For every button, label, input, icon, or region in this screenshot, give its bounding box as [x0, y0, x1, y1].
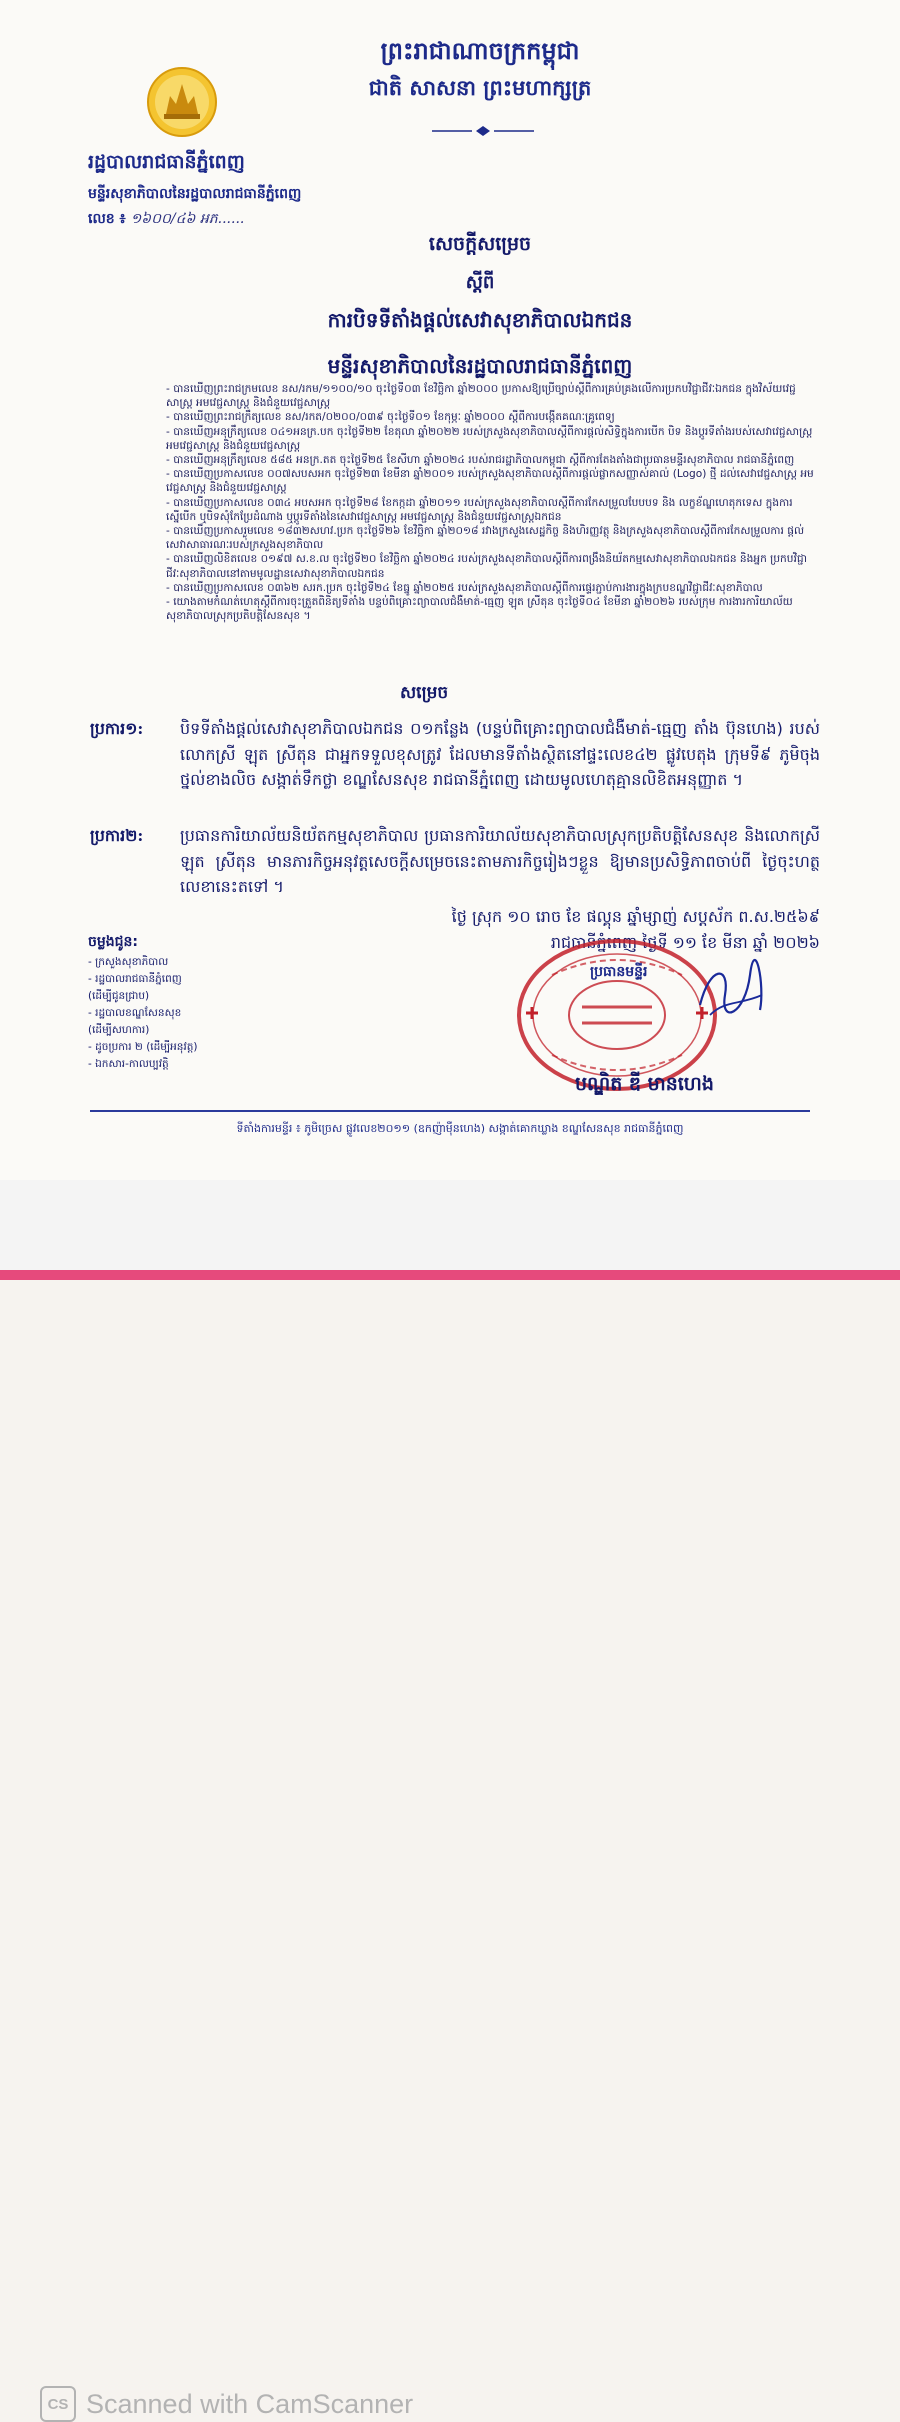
article-2-text: ប្រធានការិយាល័យនិយ័តកម្មសុខាភិបាល ប្រធានការិយាល័យសុខាភិបាលស្រុកប្រតិបត្តិសែនសុខ និងលោកស្រី ឡុត ស្រីតុន មានភារកិច្ចអនុវត្តសេចក្តីសម្រេចនេះតាមភារកិច្ចរៀងៗខ្លួន ឱ្យមានប្រសិទ្ធិភាពចាប់ពី ថ្ងៃចុះហត្ថលេខានេះតទៅ ។	[180, 826, 820, 897]
copy-to-item: - ក្រសួងសុខាភិបាល	[88, 956, 169, 968]
footer-divider	[90, 1110, 810, 1112]
legal-references	[166, 382, 816, 623]
reference-item: - បានឃើញប្រកាសលេខ ០៣៤ អបសអក ចុះថ្ងៃទី២៨ ខែកក្កដា ឆ្នាំ២០១១ របស់ក្រសួងសុខាភិបាលស្តីពីការកែសម្រួលបែបបទ និង លក្ខខ័ណ្ឌហេតុកទេស ក្នុងការស្នើបើក ឬបិទសុំកែប្រែដំណាង ឬប្តូរទីតាំងនៃសេវាវេជ្ជសាស្ត្រ អមវេជ្ជសាស្ត្រ និងជំនួយវេជ្ជសាស្ត្រឯកជន	[166, 496, 793, 523]
copy-to-item: - រដ្ឋបាលខណ្ឌសែនសុខ	[88, 1007, 182, 1019]
copy-to-item: (ដើម្បីជូនជ្រាប)	[88, 990, 150, 1002]
signer-name: បណ្ឌិត ឌី មានហេង	[575, 1073, 714, 1095]
scanner-footer	[0, 1180, 900, 2419]
reference-item: - បានឃើញព្រះរាជក្រឹត្យលេខ នស/រកត/០២០០/០៣៩ ចុះថ្ងៃទី០១ ខែកុម្ភៈ ឆ្នាំ២០០០ ស្តីពីការបង្កើតគណៈគ្រូពេទ្យ	[166, 411, 615, 424]
document-titles	[180, 232, 780, 383]
reference-label: លេខ ៖	[88, 211, 126, 227]
copy-to-item: (ដើម្បីសហការ)	[88, 1024, 150, 1036]
article-1	[90, 716, 820, 793]
decision-heading: សម្រេច	[400, 683, 449, 703]
copy-to-item: - រដ្ឋបាលរាជធានីភ្នំពេញ	[88, 973, 182, 985]
camscanner-text: Scanned with CamScanner	[86, 2388, 414, 2419]
office-address: ទីតាំងការមន្ទីរ ៖ ភូមិច្រេស ផ្លូវលេខ២០១១ (ឧកញ៉ាម៉ឺនហេង) សង្កាត់គោកឃ្លាង ខណ្ឌសែនសុខ រាជធានីភ្នំពេញ	[236, 1122, 684, 1135]
reference-item: - បានឃើញព្រះរាជក្រមលេខ នស/រកម/១១០០/១០ ចុះថ្ងៃទី០៣ ខែវិច្ឆិកា ឆ្នាំ២០០០ ប្រកាសឱ្យប្រើច្បាប់ស្តីពីការគ្រប់គ្រងលើការប្រកបវិជ្ជាជីវៈឯកជន ក្នុងវិស័យវេជ្ជសាស្ត្រ អមវេជ្ជសាស្ត្រ និងជំនួយវេជ្ជសាស្ត្រ	[166, 383, 796, 410]
reference-item: - បានឃើញប្រកាសលេខ ០០៧សបសអក ចុះថ្ងៃទី២៣ ខែមីនា ឆ្នាំ២០០១ របស់ក្រសួងសុខាភិបាលស្តីពីការផ្តល់ផ្លាកសញ្ញាស់គាល់ (Logo) ថ្មី ដល់សេវាវេជ្ជសាស្ត្រ អមវេជ្ជសាស្ត្រ និងជំនួយវេជ្ជសាស្ត្រ	[166, 468, 814, 495]
reference-item: - យោងតាមកំណត់ហេតុស្តីពីការចុះត្រួតពិនិត្យទីតាំង បន្ទប់ពិគ្រោះព្យាបាលជំងឺមាត់-ធ្មេញ ឡុត ស្រីតុន ចុះថ្ងៃទី០៤ ខែមីនា ឆ្នាំ២០២៦ របស់ក្រុម ការងារការិយាល័យសុខាភិបាលស្រុកប្រតិបត្តិសែនសុខ ។	[166, 596, 793, 623]
reference-number	[88, 209, 301, 230]
handwritten-signature	[690, 955, 770, 1025]
issuer-block	[88, 150, 301, 230]
article-2	[90, 823, 820, 900]
article-2-label: ប្រការ២:	[90, 826, 144, 845]
solar-date: រាជធានីភ្នំពេញ ថ្ងៃទី ១១ ខែ មីនា ឆ្នាំ ២០២៦	[550, 933, 820, 952]
copy-to-item: - ឯកសារ-កាលប្បវត្តិ	[88, 1058, 169, 1070]
reference-value: ១៦០០/៤៦ អភ......	[130, 211, 245, 227]
kingdom-title: ព្រះរាជាណាចក្រកម្ពុជា	[380, 36, 580, 65]
page-edge	[0, 1270, 900, 1280]
copy-to-block	[88, 932, 198, 1072]
article-1-text: បិទទីតាំងផ្តល់សេវាសុខាភិបាលឯកជន ០១កន្លែង (បន្ទប់ពិគ្រោះព្យាបាលជំងឺមាត់-ធ្មេញ តាំង ប៊ុនហេង) របស់លោកស្រី ឡុត ស្រីតុន ជាអ្នកទទួលខុសត្រូវ ដែលមានទីតាំងស្ថិតនៅផ្ទះលេខ៤២ ផ្លូវបេតុង ក្រុមទី៩ ភូមិចុងថ្នល់ខាងលិច សង្កាត់ទឹកថ្លា ខណ្ឌសែនសុខ រាជធានីភ្នំពេញ ដោយមូលហេតុគ្មានលិខិតអនុញ្ញាត ។	[180, 719, 821, 790]
issuing-authority: រដ្ឋបាលរាជធានីភ្នំពេញ	[88, 151, 245, 173]
reference-item: - បានឃើញអនុក្រឹត្យលេខ ០៤១អនក្រ.បក ចុះថ្ងៃទី២២ ខែតុលា ឆ្នាំ២០២២ របស់ក្រសួងសុខាភិបាលស្តីពីការផ្តល់សិទ្ធិក្នុងការបើក បិទ និងប្តូរទីតាំងរបស់សេវាវេជ្ជសាស្ត្រ អមវេជ្ជសាស្ត្រ និងជំនួយវេជ្ជសាស្ត្រ	[166, 425, 813, 452]
kingdom-heading	[330, 36, 630, 106]
document-type-title: សេចក្តីសម្រេច	[428, 233, 532, 255]
reference-item: - បានឃើញលិខិតលេខ ០១៩៧ ស.ខ.ល ចុះថ្ងៃទី២០ ខែវិច្ឆិកា ឆ្នាំ២០២៤ របស់ក្រសួងសុខាភិបាលស្តីពីការពង្រឹងនិយ័តកម្មសេវាសុខាភិបាលឯកជន និងអ្នក ប្រកបវិជ្ជាជីវៈសុខាភិបាលនៅតាមមូលដ្ឋានសេវាសុខាភិបាលឯកជន	[166, 553, 807, 580]
copy-to-list	[88, 955, 198, 1072]
ministry-emblem-logo	[146, 66, 218, 138]
document-about: ស្តីពី	[465, 272, 495, 293]
document-page	[0, 0, 900, 1180]
issuing-department: មន្ទីរសុខាភិបាលនៃរដ្ឋបាលរាជធានីភ្នំពេញ	[88, 186, 302, 202]
signer-role: ប្រធានមន្ទីរ	[590, 964, 648, 980]
reference-item: - បានឃើញអនុក្រឹត្យលេខ ៥៨៥ អនក្រ.តត ចុះថ្ងៃទី២៥ ខែសីហា ឆ្នាំ២០២៤ របស់រាជរដ្ឋាភិបាលកម្ពុជា ស្តីពីការតែងតាំងជាប្រធានមន្ទីរសុខាភិបាល រាជធានីភ្នំពេញ	[166, 454, 795, 467]
copy-to-heading: ចម្លងជូន:	[88, 934, 139, 950]
camscanner-logo-icon: CS	[40, 2386, 76, 2422]
reference-item: - បានឃើញប្រកាសលេខ ០៣៦២ សរក.ប្រក ចុះថ្ងៃទី២៤ ខែធ្នូ ឆ្នាំ២០២៥ របស់ក្រសួងសុខាភិបាលស្តីពីការផ្ទេរភ្ជាប់ការងារក្នុងក្របខណ្ឌវិជ្ជាជីវៈសុខាភិបាល	[166, 581, 763, 594]
national-motto: ជាតិ សាសនា ព្រះមហាក្សត្រ	[368, 75, 592, 100]
document-subject: ការបិទទីតាំងផ្តល់សេវាសុខាភិបាលឯកជន	[327, 308, 633, 332]
article-1-label: ប្រការ១:	[90, 719, 144, 738]
copy-to-item: - ដូចប្រការ ២ (ដើម្បីអនុវត្ត)	[88, 1041, 198, 1053]
camscanner-watermark	[40, 2386, 413, 2422]
heading-ornament-icon	[428, 124, 538, 138]
lunar-date: ថ្ងៃ ស្រុក ១០ រោច ខែ ផល្គុន ឆ្នាំម្សាញ់ សប្តស័ក ព.ស.២៥៦៩	[451, 907, 820, 926]
issuing-body-title: មន្ទីរសុខាភិបាលនៃរដ្ឋបាលរាជធានីភ្នំពេញ	[327, 354, 633, 378]
reference-item: - បានឃើញប្រកាសរួមលេខ ១៨៣២សហវ.ប្រក ចុះថ្ងៃទី២៦ ខែវិច្ឆិកា ឆ្នាំ២០១៨ រវាងក្រសួងសេដ្ឋកិច្ច និងហិរញ្ញវត្ថុ និងក្រសួងសុខាភិបាលស្តីពីការកែសម្រួលការ ផ្តល់សេវាសាធារណៈរបស់ក្រសួងសុខាភិបាល	[166, 525, 805, 552]
